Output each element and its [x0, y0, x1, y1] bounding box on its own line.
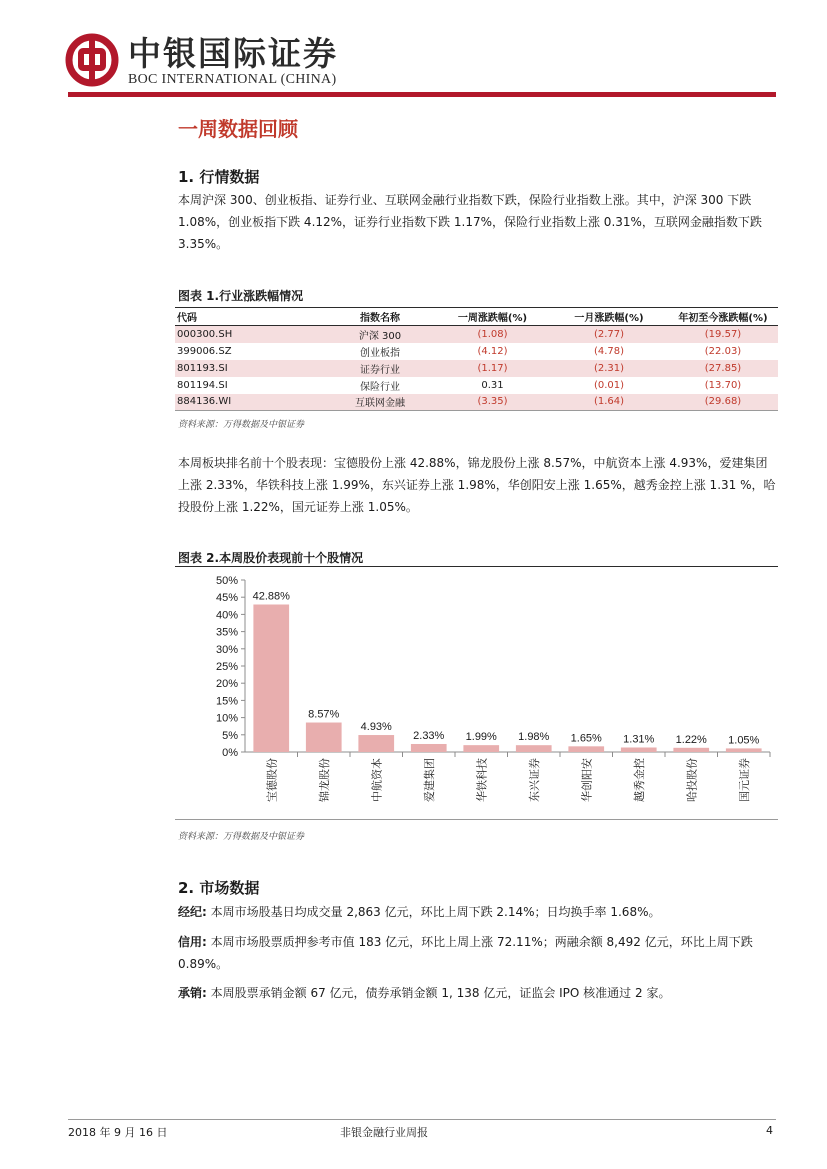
bar	[673, 748, 709, 752]
bar	[358, 735, 394, 752]
data-label: 1.05%	[728, 734, 760, 747]
cell-week-change: (4.12)	[477, 345, 508, 357]
credit-paragraph	[178, 931, 778, 975]
category-label: 哈投股份	[685, 758, 699, 802]
cell-week-change: (1.08)	[435, 326, 550, 343]
data-label: 1.99%	[465, 731, 497, 744]
y-tick-label: 0%	[222, 747, 238, 759]
brand-name-english: BOC INTERNATIONAL (CHINA)	[128, 72, 337, 87]
col-header-week-change: 一周涨跌幅(%)	[435, 308, 550, 326]
data-label: 1.98%	[518, 731, 550, 744]
cell-month-change: (4.78)	[593, 345, 625, 357]
cell-code: 801194.SI	[177, 379, 228, 391]
y-tick-label: 30%	[215, 643, 238, 656]
data-label: 1.22%	[675, 733, 707, 746]
y-tick-label: 20%	[215, 678, 238, 691]
industry-performance-table	[175, 307, 778, 411]
boc-logo-icon	[64, 32, 120, 88]
data-label: 2.33%	[413, 729, 445, 742]
chart-frame	[175, 566, 778, 820]
underwriting-label: 承销:	[178, 986, 207, 1000]
cell-ytd-change: (22.03)	[704, 345, 742, 357]
cell-code: 884136.WI	[175, 394, 325, 411]
col-header-ytd-change: 年初至今涨跌幅(%)	[668, 308, 778, 326]
footer-report-title: 非银金融行业周报	[340, 1126, 428, 1139]
y-tick-label: 10%	[215, 712, 238, 725]
col-header-code: 代码	[175, 308, 325, 326]
y-tick-label: 35%	[215, 626, 238, 639]
table-row	[175, 394, 778, 411]
y-tick-label: 45%	[215, 592, 238, 605]
brokerage-label: 经纪:	[178, 905, 207, 919]
brokerage-text: 本周市场股基日均成交量 2,863 亿元，环比上周下跌 2.14%；日均换手率 1.68%。	[206, 905, 661, 919]
y-tick-label: 5%	[222, 729, 238, 742]
cell-index-name: 创业板指	[360, 347, 400, 359]
cell-ytd-change: (29.68)	[668, 394, 778, 411]
table-header-row	[175, 308, 778, 326]
top-stocks-paragraph: 本周板块排名前十个股表现：宝德股份上涨 42.88%，锦龙股份上涨 8.57%，中航资本上涨 4.93%，爱建集团上涨 2.33%，华铁科技上涨 1.99%，东兴证券上涨 1.98%，华创阳安上涨 1.65%，越秀金控上涨 1.31 %，哈投股份上涨 1.22%，国元证券上涨 1.05%。	[178, 456, 776, 514]
category-label: 宝德股份	[265, 758, 279, 802]
footer-divider	[68, 1119, 776, 1120]
table-row	[175, 326, 778, 343]
y-tick-label: 25%	[215, 661, 238, 673]
chart-title: 图表 2.本周股价表现前十个股情况	[178, 551, 364, 565]
cell-month-change: (0.01)	[593, 379, 625, 391]
brokerage-paragraph	[178, 901, 778, 923]
category-label: 华创阳安	[580, 758, 594, 802]
bar	[621, 747, 657, 752]
bar	[463, 745, 499, 752]
cell-week-change: 0.31	[481, 379, 504, 391]
bar	[726, 748, 762, 752]
category-label: 越秀金控	[632, 758, 646, 802]
bar	[411, 744, 447, 752]
header-divider	[68, 92, 776, 97]
cell-month-change: (1.64)	[550, 394, 668, 411]
table1-title: 图表 1.行业涨跌幅情况	[178, 289, 304, 303]
data-label: 4.93%	[360, 721, 392, 734]
category-label: 中航资本	[370, 758, 384, 802]
cell-month-change: (2.31)	[550, 360, 668, 377]
table-row	[175, 360, 778, 377]
col-header-index-name: 指数名称	[325, 308, 435, 326]
credit-text: 本周市场股票质押参考市值 183 亿元，环比上周上涨 72.11%；两融余额 8,492 亿元，环比上周下跌 0.89%。	[178, 935, 753, 971]
cell-index-name: 证券行业	[325, 360, 435, 377]
top-stocks-bar-chart	[175, 567, 778, 819]
cell-index-name: 互联网金融	[325, 394, 435, 411]
market-statistics-heading: 2. 市场数据	[178, 879, 260, 897]
cell-code: 801193.SI	[175, 360, 325, 377]
table-row	[175, 343, 778, 360]
underwriting-text: 本周股票承销金额 67 亿元，债券承销金额 1, 138 亿元，证监会 IPO 核准通过 2 家。	[206, 986, 671, 1000]
market-summary-paragraph: 本周沪深 300、创业板指、证券行业、互联网金融行业指数下跌，保险行业指数上涨。其中，沪深 300 下跌 1.08%，创业板指下跌 4.12%，证券行业指数下跌 1.17%，保险行业指数上涨 0.31%，互联网金融指数下跌 3.35%。	[178, 193, 762, 251]
cell-month-change: (2.77)	[550, 326, 668, 343]
cell-code: 399006.SZ	[177, 345, 232, 357]
cell-index-name: 保险行业	[360, 381, 400, 393]
credit-label: 信用:	[178, 935, 207, 949]
cell-index-name: 沪深 300	[325, 326, 435, 343]
col-header-month-change: 一月涨跌幅(%)	[550, 308, 668, 326]
data-label: 1.31%	[623, 733, 655, 746]
cell-week-change: (1.17)	[435, 360, 550, 377]
cell-ytd-change: (27.85)	[668, 360, 778, 377]
market-data-heading: 1. 行情数据	[178, 168, 260, 186]
data-label: 1.65%	[570, 732, 602, 745]
brand-name-chinese: 中银国际证券	[128, 34, 338, 73]
category-label: 国元证券	[737, 758, 751, 802]
underwriting-paragraph	[178, 982, 778, 1004]
cell-week-change: (3.35)	[435, 394, 550, 411]
table-row	[175, 377, 778, 394]
page-number: 4	[766, 1124, 773, 1137]
bar	[568, 746, 604, 752]
data-label: 42.88%	[252, 590, 290, 603]
category-label: 锦龙股份	[317, 758, 331, 802]
bar	[253, 604, 289, 752]
cell-code: 000300.SH	[175, 326, 325, 343]
data-label: 8.57%	[308, 708, 340, 721]
y-tick-label: 40%	[215, 609, 238, 622]
category-label: 华铁科技	[475, 758, 489, 802]
bar	[516, 745, 552, 752]
cell-ytd-change: (19.57)	[668, 326, 778, 343]
chart-source-note: 资料来源：万得数据及中银证券	[178, 832, 305, 842]
table1-source-note: 资料来源：万得数据及中银证券	[178, 420, 305, 430]
y-tick-label: 50%	[215, 575, 238, 587]
section-title: 一周数据回顾	[178, 117, 298, 141]
footer-date: 2018 年 9 月 16 日	[68, 1126, 168, 1139]
bar	[306, 723, 342, 752]
category-label: 爱建集团	[422, 758, 436, 802]
category-label: 东兴证券	[527, 758, 541, 802]
y-tick-label: 15%	[215, 695, 238, 708]
cell-ytd-change: (13.70)	[704, 379, 742, 391]
